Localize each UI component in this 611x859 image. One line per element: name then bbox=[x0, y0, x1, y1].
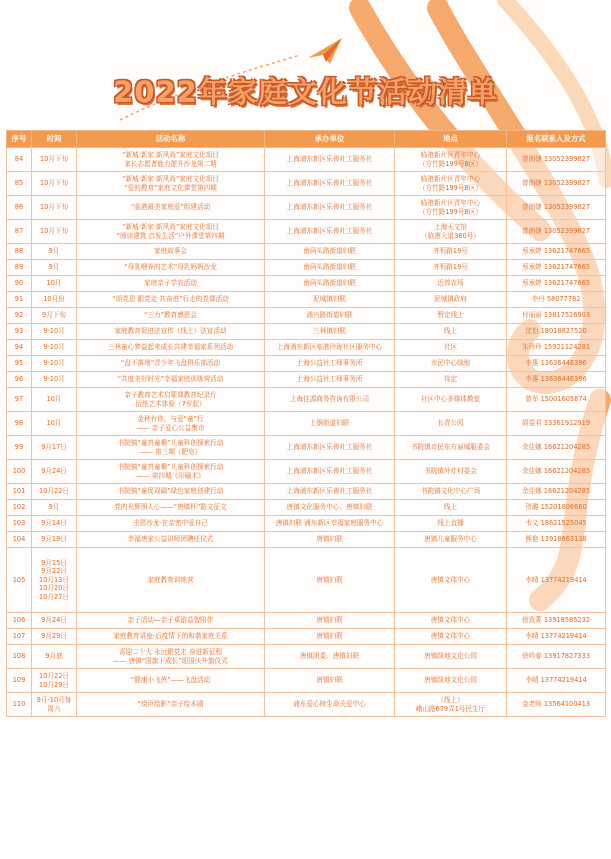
cell-org: 上海浦东新区乐善社工服务社 bbox=[265, 460, 395, 484]
cell-name: “三力”教育感恩会 bbox=[77, 308, 265, 324]
table-row bbox=[7, 340, 606, 356]
cell-name: 圭恩沙龙-在亲密中爱自己 bbox=[77, 516, 265, 532]
cell-org: 上海佳源商务咨询有限公司 bbox=[265, 388, 395, 412]
cell-place: 齐恒路19号 bbox=[395, 260, 507, 276]
cell-contact: 蔡承婷 13621747665 bbox=[507, 276, 606, 292]
cell-seq: 103 bbox=[7, 516, 32, 532]
cell-time: 9月下旬 bbox=[32, 308, 77, 324]
header-name: 活动名称 bbox=[77, 131, 265, 148]
cell-org: 上海浦东新区乐善社工服务社 bbox=[265, 436, 395, 460]
cell-seq: 90 bbox=[7, 276, 32, 292]
cell-time: 10月22日 bbox=[32, 484, 77, 500]
cell-org: 泥城镇妇联 bbox=[265, 292, 395, 308]
cell-org: 上海浦东新区乐善社工服务社 bbox=[265, 196, 395, 220]
table-row bbox=[7, 645, 606, 669]
cell-name: “共度美好时光”幸福家庭训练营活动 bbox=[77, 372, 265, 388]
cell-contact: 李晴 13774219414 bbox=[507, 629, 606, 645]
cell-name: 党的光辉照人心——“唐镇杯”散文征文 bbox=[77, 500, 265, 516]
table-row bbox=[7, 693, 606, 717]
cell-time: 10月下旬 bbox=[32, 220, 77, 244]
cell-contact: 蔡承婷 13621747665 bbox=[507, 244, 606, 260]
cell-seq: 89 bbox=[7, 260, 32, 276]
cell-place: （线上） 峨山路679弄1号民生厅 bbox=[395, 693, 507, 717]
table-row bbox=[7, 669, 606, 693]
cell-name: “临港最美家庭爱”组建活动 bbox=[77, 196, 265, 220]
cell-contact: 朱玲玲 15921124281 bbox=[507, 340, 606, 356]
activity-table bbox=[6, 130, 606, 717]
cell-name: 书院镇“童真童趣”儿童科创探索行动 —— 第四期《印刷术》 bbox=[77, 460, 265, 484]
cell-seq: 105 bbox=[7, 548, 32, 613]
cell-name: “新城·新家·新风尚”家庭文化项目 家长志愿者能力提升沙龙第二期 bbox=[77, 148, 265, 172]
header-org: 承办单位 bbox=[265, 131, 395, 148]
table-row bbox=[7, 460, 606, 484]
cell-org: 上海浦东新区乐善社工服务社 bbox=[265, 220, 395, 244]
cell-seq: 88 bbox=[7, 244, 32, 260]
cell-org: 南码头路街道妇联 bbox=[265, 276, 395, 292]
cell-time: 10月 bbox=[32, 276, 77, 292]
cell-seq: 95 bbox=[7, 356, 32, 372]
cell-seq: 110 bbox=[7, 693, 32, 717]
cell-contact: 李丹 58077782 bbox=[507, 292, 606, 308]
cell-contact: 徐致菁 13918585232 bbox=[507, 613, 606, 629]
cell-name: “新城·新家·新风尚”家庭文化项目 “阅读建筑 启发生活”户外课堂第四期 bbox=[77, 220, 265, 244]
cell-seq: 92 bbox=[7, 308, 32, 324]
cell-place: 书院镇市民东方丽城服委会 bbox=[395, 436, 507, 460]
cell-place: 唐镇绿地文化公园 bbox=[395, 645, 507, 669]
cell-contact: 徐吟春 13917827333 bbox=[507, 645, 606, 669]
table-row bbox=[7, 484, 606, 500]
cell-name: 亲子活动—亲子桌游益智陪伴 bbox=[77, 613, 265, 629]
cell-place: 唐镇绿地文化公园 bbox=[395, 669, 507, 693]
table-row bbox=[7, 148, 606, 172]
cell-time: 10月下旬 bbox=[32, 148, 77, 172]
cell-contact: 曾朗婕 13052399827 bbox=[507, 148, 606, 172]
cell-time: 9-10月 bbox=[32, 372, 77, 388]
table-row bbox=[7, 516, 606, 532]
cell-org: 唐镇妇联 bbox=[265, 548, 395, 613]
cell-org: 唐镇妇联 bbox=[265, 629, 395, 645]
cell-time: 9月-10月每 周六 bbox=[32, 693, 77, 717]
paper-plane-icon bbox=[308, 38, 342, 64]
table-header-row bbox=[7, 131, 606, 148]
cell-time: 10月下旬 bbox=[32, 196, 77, 220]
cell-time: 10月份 bbox=[32, 292, 77, 308]
cell-name: “母乳喂养的艺术”母乳妈妈沙龙 bbox=[77, 260, 265, 276]
cell-seq: 97 bbox=[7, 388, 32, 412]
cell-time: 9月19日 bbox=[32, 532, 77, 548]
cell-contact: 贺璐 15201806660 bbox=[507, 500, 606, 516]
cell-org: 南码头路街道妇联 bbox=[265, 244, 395, 260]
cell-contact: 李晴 13774219414 bbox=[507, 669, 606, 693]
cell-org: 上钢街道妇联 bbox=[265, 412, 395, 436]
cell-place: 线上 bbox=[395, 500, 507, 516]
cell-contact: 曾朗婕 13052399827 bbox=[507, 196, 606, 220]
cell-contact: 曾军 15001605674 bbox=[507, 388, 606, 412]
cell-org: 上海公益社工师事务所 bbox=[265, 372, 395, 388]
cell-org: 上海浦东新区乐善社工服务社 bbox=[265, 484, 395, 500]
cell-name: 幸福唐家公益讲师团聘任仪式 bbox=[77, 532, 265, 548]
table-row bbox=[7, 436, 606, 460]
table-row bbox=[7, 244, 606, 260]
cell-org: 唐镇文化服务中心、唐镇妇联 bbox=[265, 500, 395, 516]
cell-place: 长青公园 bbox=[395, 412, 507, 436]
cell-time: 10月下旬 bbox=[32, 172, 77, 196]
cell-time: 9-10月 bbox=[32, 340, 77, 356]
cell-name: “绘声绘影”亲子绘本剧 bbox=[77, 693, 265, 717]
cell-name: 亲子教育艺术启蒙课教育纪录片 衍纸艺术体验（7岁起） bbox=[77, 388, 265, 412]
cell-org: 浦东爱心树生命关爱中心 bbox=[265, 693, 395, 717]
cell-seq: 94 bbox=[7, 340, 32, 356]
cell-time: 10月 bbox=[32, 412, 77, 436]
cell-contact: 沈怡 18018827520 bbox=[507, 324, 606, 340]
cell-time: 9月 bbox=[32, 500, 77, 516]
cell-contact: 曾朗婕 13052399827 bbox=[507, 172, 606, 196]
cell-org: 上海浦东新区乐善社工服务社 bbox=[265, 148, 395, 172]
table-row bbox=[7, 548, 606, 613]
cell-name: “新城·新家·新风尚”家庭文化项目 “爱的教育”家庭文化课堂第四期 bbox=[77, 172, 265, 196]
cell-name: “健康小飞侠”——飞盘活动 bbox=[77, 669, 265, 693]
cell-place: 唐镇文体中心 bbox=[395, 629, 507, 645]
cell-contact: 韦义 18621525045 bbox=[507, 516, 606, 532]
cell-time: 9月14日 bbox=[32, 516, 77, 532]
cell-name: “颂党恩 跟党走 共奋进”行走的党课活动 bbox=[77, 292, 265, 308]
cell-place: 唐镇文体中心 bbox=[395, 548, 507, 613]
cell-org: 上海浦东新区临港玲珑社区服务中心 bbox=[265, 340, 395, 356]
cell-name: 家庭教育训练营 bbox=[77, 548, 265, 613]
table-row bbox=[7, 260, 606, 276]
cell-org: 唐镇妇联 bbox=[265, 669, 395, 693]
cell-name: 书院镇“童真童趣”儿童科创探索行动 —— 第三期《肥皂》 bbox=[77, 436, 265, 460]
table-row bbox=[7, 220, 606, 244]
cell-seq: 107 bbox=[7, 629, 32, 645]
cell-seq: 101 bbox=[7, 484, 32, 500]
cell-seq: 98 bbox=[7, 412, 32, 436]
cell-time: 10月22日 10月29日 bbox=[32, 669, 77, 693]
table-row bbox=[7, 324, 606, 340]
cell-org: 唐镇团委、唐镇妇联 bbox=[265, 645, 395, 669]
cell-name: 家庭故事会 bbox=[77, 244, 265, 260]
cell-time: 9月17日 bbox=[32, 436, 77, 460]
cell-seq: 85 bbox=[7, 172, 32, 196]
cell-place: 暂定线上 bbox=[395, 308, 507, 324]
cell-time: 9月 bbox=[32, 244, 77, 260]
cell-org: 南码头路街道妇联 bbox=[265, 260, 395, 276]
table-row bbox=[7, 412, 606, 436]
cell-name: 喜迎二十大 永远跟党走 奋进新征程 —— 唐镇“国旗下成长”迎国庆升旗仪式 bbox=[77, 645, 265, 669]
cell-place: 市民中心绿地 bbox=[395, 356, 507, 372]
header-time: 时间 bbox=[32, 131, 77, 148]
header-seq: 序号 bbox=[7, 131, 32, 148]
cell-place: 近郊农场 bbox=[395, 276, 507, 292]
cell-seq: 108 bbox=[7, 645, 32, 669]
cell-time: 9-10月 bbox=[32, 356, 77, 372]
cell-place: 临港新片区青年中心 （方竹路199号B区） bbox=[395, 172, 507, 196]
cell-place: 线上 bbox=[395, 324, 507, 340]
cell-seq: 93 bbox=[7, 324, 32, 340]
table-row bbox=[7, 500, 606, 516]
cell-contact: 胡雯君 13361912919 bbox=[507, 412, 606, 436]
cell-seq: 87 bbox=[7, 220, 32, 244]
table-row bbox=[7, 532, 606, 548]
cell-place: 书院镇外灶村委会 bbox=[395, 460, 507, 484]
table-row bbox=[7, 308, 606, 324]
cell-seq: 100 bbox=[7, 460, 32, 484]
cell-seq: 84 bbox=[7, 148, 32, 172]
cell-name: 家庭教育促进法宣传（线上）法宣活动 bbox=[77, 324, 265, 340]
cell-org: 上海公益社工师事务所 bbox=[265, 356, 395, 372]
cell-org: 唐镇妇联 bbox=[265, 613, 395, 629]
cell-org: 浦兴路街道妇联 bbox=[265, 308, 395, 324]
cell-contact: 李晴 13774219414 bbox=[507, 548, 606, 613]
cell-place: 社区中心多媒体教室 bbox=[395, 388, 507, 412]
cell-contact: 余佳娜 16621204285 bbox=[507, 460, 606, 484]
cell-place: 书院镇文化中心广场 bbox=[395, 484, 507, 500]
cell-time: 9月29日 bbox=[32, 629, 77, 645]
cell-time: 10月 bbox=[32, 388, 77, 412]
table-row bbox=[7, 292, 606, 308]
table-row bbox=[7, 196, 606, 220]
cell-contact: 李惠 13636446396 bbox=[507, 356, 606, 372]
cell-place: 唐镇儿童服务中心 bbox=[395, 532, 507, 548]
cell-name: “盘不落地”青少年飞盘俱乐部活动 bbox=[77, 356, 265, 372]
cell-name: 书院镇“童促双碳”绿色家庭创建行动 bbox=[77, 484, 265, 500]
cell-org: 唐镇妇联 bbox=[265, 532, 395, 548]
cell-time: 9月 bbox=[32, 260, 77, 276]
cell-org: 三林镇妇联 bbox=[265, 324, 395, 340]
cell-time: 9月底 bbox=[32, 645, 77, 669]
cell-place: 上海天文馆 （临港大道380号） bbox=[395, 220, 507, 244]
cell-contact: 付丽丽 13817526903 bbox=[507, 308, 606, 324]
table-row bbox=[7, 276, 606, 292]
cell-contact: 蔡承婷 13621747665 bbox=[507, 260, 606, 276]
page-title: 2022年家庭文化节活动清单 bbox=[113, 75, 498, 109]
table-row bbox=[7, 629, 606, 645]
cell-contact: 余佳娜 16621204285 bbox=[507, 436, 606, 460]
cell-contact: 曾朗婕 13052399827 bbox=[507, 220, 606, 244]
cell-place: 临港新片区青年中心 （方竹路199号B区） bbox=[395, 196, 507, 220]
cell-place: 临港新片区青年中心 （方竹路199号B区） bbox=[395, 148, 507, 172]
cell-org: 上海浦东新区乐善社工服务社 bbox=[265, 172, 395, 196]
cell-place: 齐恒路19号 bbox=[395, 244, 507, 260]
cell-time: 9月15日 9月22日 10月13日 10月20日 10月27日 bbox=[32, 548, 77, 613]
cell-contact: 李惠 13636446396 bbox=[507, 372, 606, 388]
cell-time: 9-10月 bbox=[32, 324, 77, 340]
cell-seq: 86 bbox=[7, 196, 32, 220]
table-row bbox=[7, 372, 606, 388]
table-row bbox=[7, 172, 606, 196]
cell-seq: 91 bbox=[7, 292, 32, 308]
cell-contact: 余佳娜 16621204285 bbox=[507, 484, 606, 500]
cell-seq: 104 bbox=[7, 532, 32, 548]
cell-seq: 109 bbox=[7, 669, 32, 693]
cell-org: 唐镇妇联 浦东新区幸福家庭服务中心 bbox=[265, 516, 395, 532]
header-contact: 报名联系人及方式 bbox=[507, 131, 606, 148]
header-place: 地点 bbox=[395, 131, 507, 148]
table-row bbox=[7, 388, 606, 412]
cell-name: 家庭教育讲座-后疫情下的和谐家庭关系 bbox=[77, 629, 265, 645]
cell-place: 唐镇文体中心 bbox=[395, 613, 507, 629]
cell-seq: 99 bbox=[7, 436, 32, 460]
cell-name: 金秋有你，与爱“童”行 —— 亲子爱心公益集市 bbox=[77, 412, 265, 436]
cell-contact: 金老师 13564100413 bbox=[507, 693, 606, 717]
cell-time: 9月24日 bbox=[32, 460, 77, 484]
cell-place: 线上直播 bbox=[395, 516, 507, 532]
cell-name: 三林童心梦益起来成长共建幸福家系列活动 bbox=[77, 340, 265, 356]
cell-name: 家庭亲子学农活动 bbox=[77, 276, 265, 292]
cell-seq: 106 bbox=[7, 613, 32, 629]
table-row bbox=[7, 613, 606, 629]
cell-contact: 熊艳 13918663138 bbox=[507, 532, 606, 548]
cell-seq: 96 bbox=[7, 372, 32, 388]
cell-time: 9月24日 bbox=[32, 613, 77, 629]
table-row bbox=[7, 356, 606, 372]
cell-place: 社区 bbox=[395, 340, 507, 356]
cell-place: 待定 bbox=[395, 372, 507, 388]
cell-place: 泥城镇政府 bbox=[395, 292, 507, 308]
cell-seq: 102 bbox=[7, 500, 32, 516]
